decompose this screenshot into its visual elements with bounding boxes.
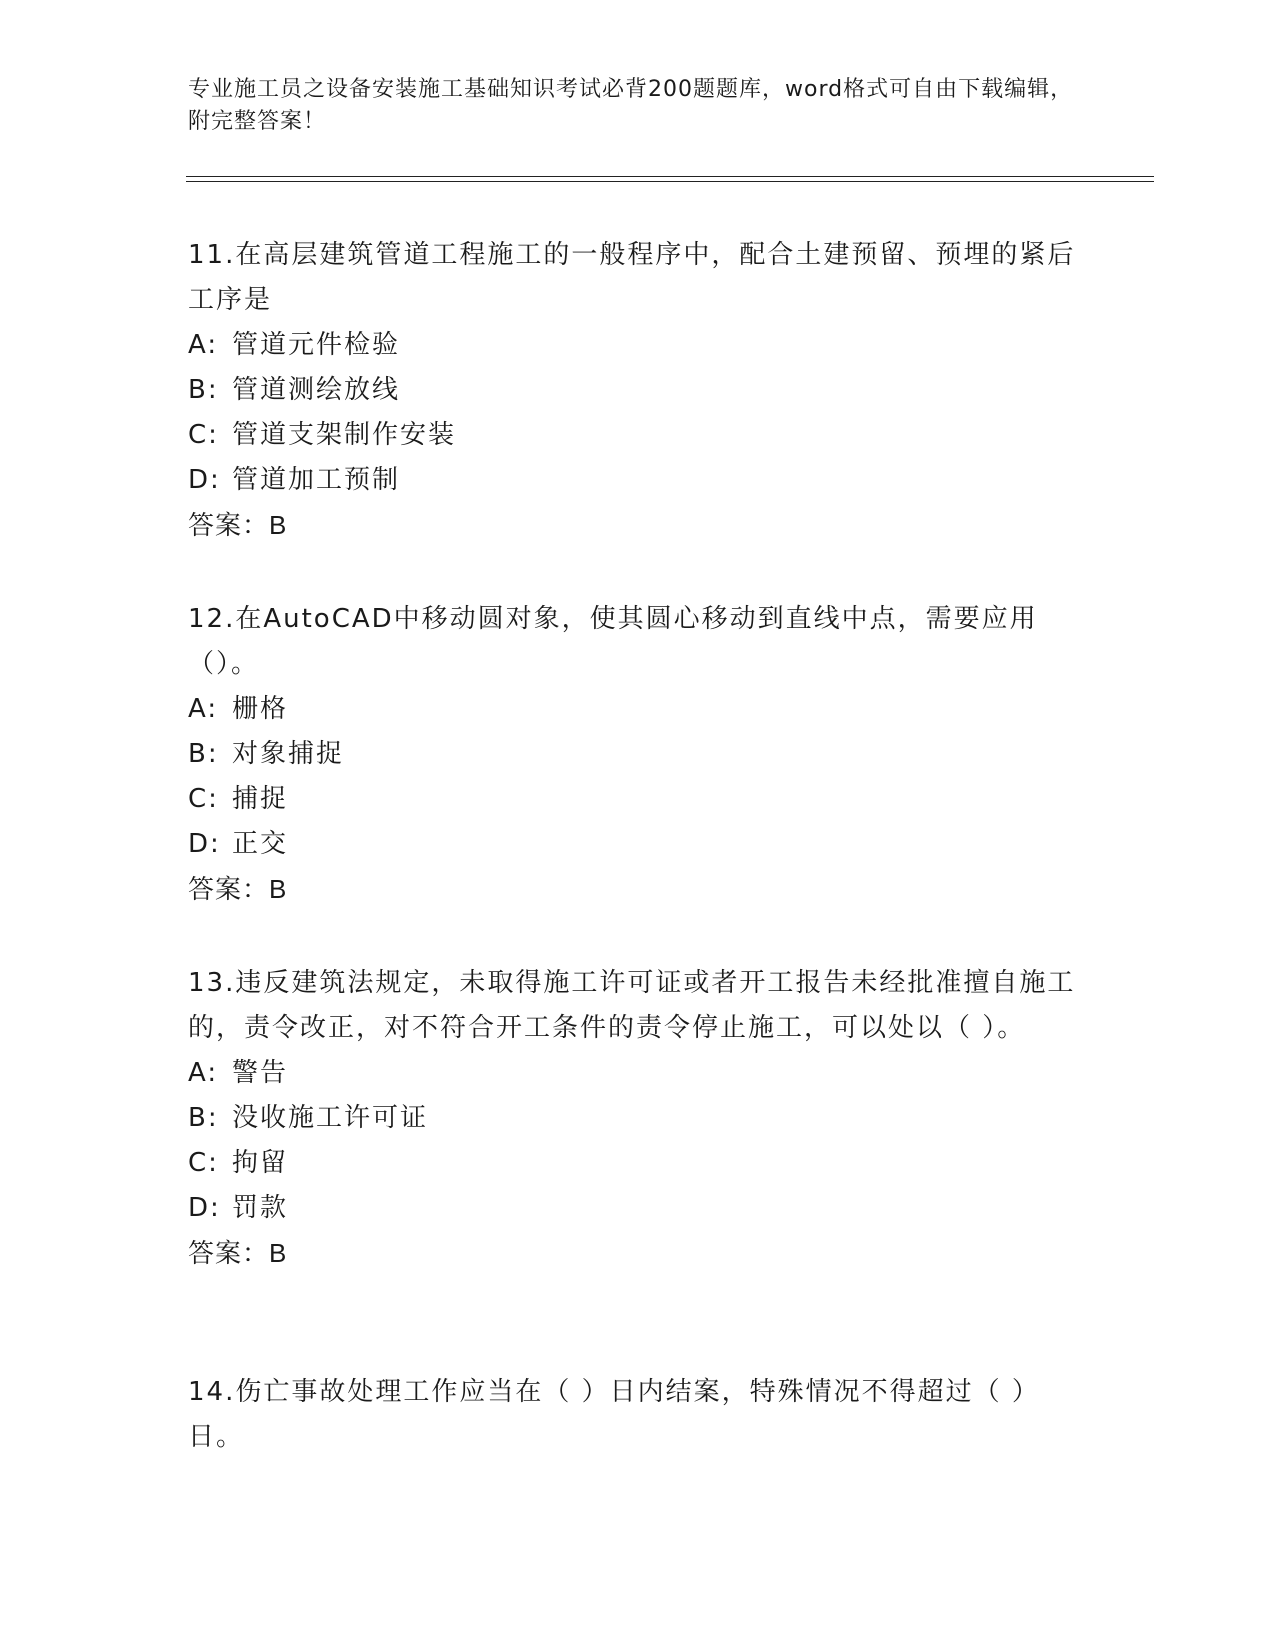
option-letter: B:: [188, 1103, 219, 1133]
answer-line: 答案：B: [188, 510, 288, 540]
question-13: [188, 961, 1078, 1276]
option-text: 管道元件检验: [232, 330, 401, 360]
option-d: [188, 458, 1078, 503]
option-letter: A:: [188, 330, 219, 360]
question-11: [188, 233, 1078, 548]
answer-line: 答案：B: [188, 874, 288, 904]
option-d: [188, 822, 1078, 867]
question-stem: 11.在高层建筑管道工程施工的一般程序中，配合土建预留、预埋的紧后工序是: [188, 240, 1076, 315]
option-d: [188, 1186, 1078, 1231]
option-c: [188, 1141, 1078, 1186]
option-text: 正交: [232, 829, 289, 859]
option-text: 没收施工许可证: [232, 1103, 429, 1133]
option-b: [188, 368, 1078, 413]
option-a: [188, 1051, 1078, 1096]
option-letter: B:: [188, 375, 219, 405]
option-c: [188, 777, 1078, 822]
option-text: 管道支架制作安装: [232, 420, 457, 450]
header-divider-top: [186, 176, 1154, 177]
question-stem: 14.伤亡事故处理工作应当在（ ）日内结案，特殊情况不得超过（ ）日。: [188, 1377, 1040, 1452]
document-header: [188, 74, 1088, 138]
option-letter: A:: [188, 694, 219, 724]
document-title: 专业施工员之设备安装施工基础知识考试必背200题题库，word格式可自由下载编辑，附完整答案！: [188, 77, 1074, 134]
option-a: [188, 323, 1078, 368]
option-a: [188, 687, 1078, 732]
option-text: 管道测绘放线: [232, 375, 401, 405]
option-text: 管道加工预制: [232, 465, 401, 495]
option-letter: A:: [188, 1058, 219, 1088]
question-stem: 12.在AutoCAD中移动圆对象，使其圆心移动到直线中点，需要应用（）。: [188, 604, 1038, 679]
option-letter: C:: [188, 1148, 219, 1178]
option-letter: D:: [188, 1193, 221, 1223]
option-b: [188, 1096, 1078, 1141]
question-stem: 13.违反建筑法规定，未取得施工许可证或者开工报告未经批准擅自施工的，责令改正，对不符合开工条件的责令停止施工，可以处以（ ）。: [188, 968, 1076, 1043]
answer-line: 答案：B: [188, 1238, 288, 1268]
option-b: [188, 732, 1078, 777]
option-letter: C:: [188, 420, 219, 450]
option-text: 警告: [232, 1058, 289, 1088]
option-letter: D:: [188, 829, 221, 859]
option-letter: C:: [188, 784, 219, 814]
option-text: 对象捕捉: [232, 739, 345, 769]
question-12: [188, 597, 1078, 912]
header-divider-bottom: [186, 181, 1154, 182]
option-text: 栅格: [232, 694, 289, 724]
option-c: [188, 413, 1078, 458]
question-14: [188, 1370, 1078, 1460]
option-text: 拘留: [232, 1148, 289, 1178]
option-text: 捕捉: [232, 784, 289, 814]
option-letter: B:: [188, 739, 219, 769]
option-letter: D:: [188, 465, 221, 495]
option-text: 罚款: [232, 1193, 289, 1223]
